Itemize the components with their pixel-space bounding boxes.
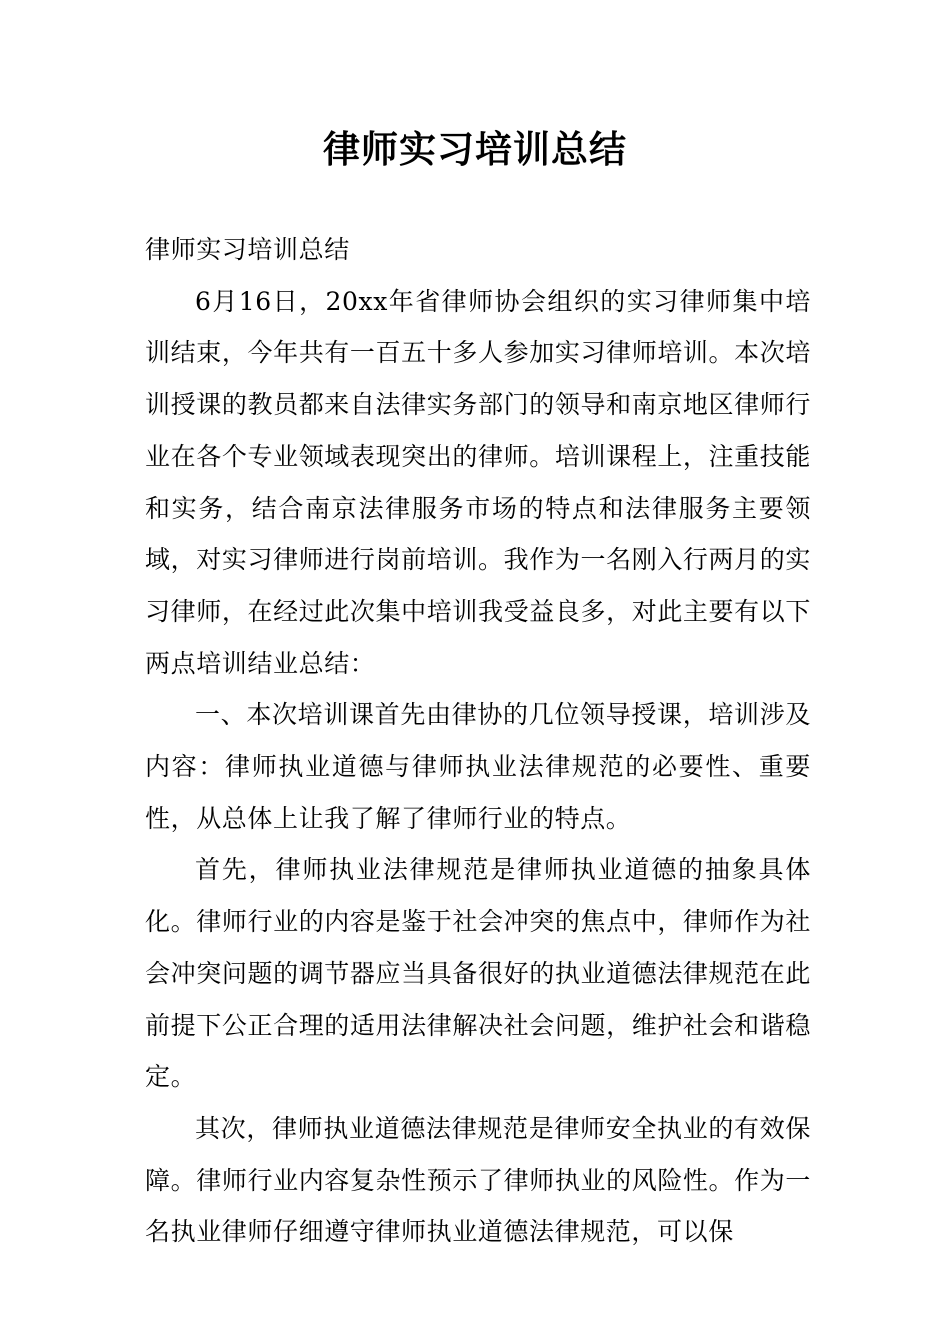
document-title: 律师实习培训总结	[323, 128, 627, 171]
paragraph-second-point: 其次，律师执业道德法律规范是律师安全执业的有效保障。律师行业内容复杂性预示了律师执业的风险性。作为一名执业律师仔细遵守律师执业道德法律规范，可以保	[145, 1113, 811, 1247]
paragraph-intro: 6月16日，20xx年省律师协会组织的实习律师集中培训结束，今年共有一百五十多人参加实习律师培训。本次培训授课的教员都来自法律实务部门的领导和南京地区律师行业在各个专业领域表现突出的律师。培训课程上，注重技能和实务，结合南京法律服务市场的特点和法律服务主要领域，对实习律师进行岗前培训。我作为一名刚入行两月的实习律师，在经过此次集中培训我受益良多，对此主要有以下两点培训结业总结：	[145, 286, 811, 678]
document-subtitle: 律师实习培训总结	[145, 235, 350, 264]
paragraph-first-point: 首先，律师执业法律规范是律师执业道德的抽象具体化。律师行业的内容是鉴于社会冲突的焦点中，律师作为社会冲突问题的调节器应当具备很好的执业道德法律规范在此前提下公正合理的适用法律解决社会问题，维护社会和谐稳定。	[145, 855, 811, 1092]
paragraph-section-one: 一、本次培训课首先由律协的几位领导授课，培训涉及内容：律师执业道德与律师执业法律规范的必要性、重要性，从总体上让我了解了律师行业的特点。	[145, 700, 811, 833]
document-body	[145, 224, 811, 1258]
